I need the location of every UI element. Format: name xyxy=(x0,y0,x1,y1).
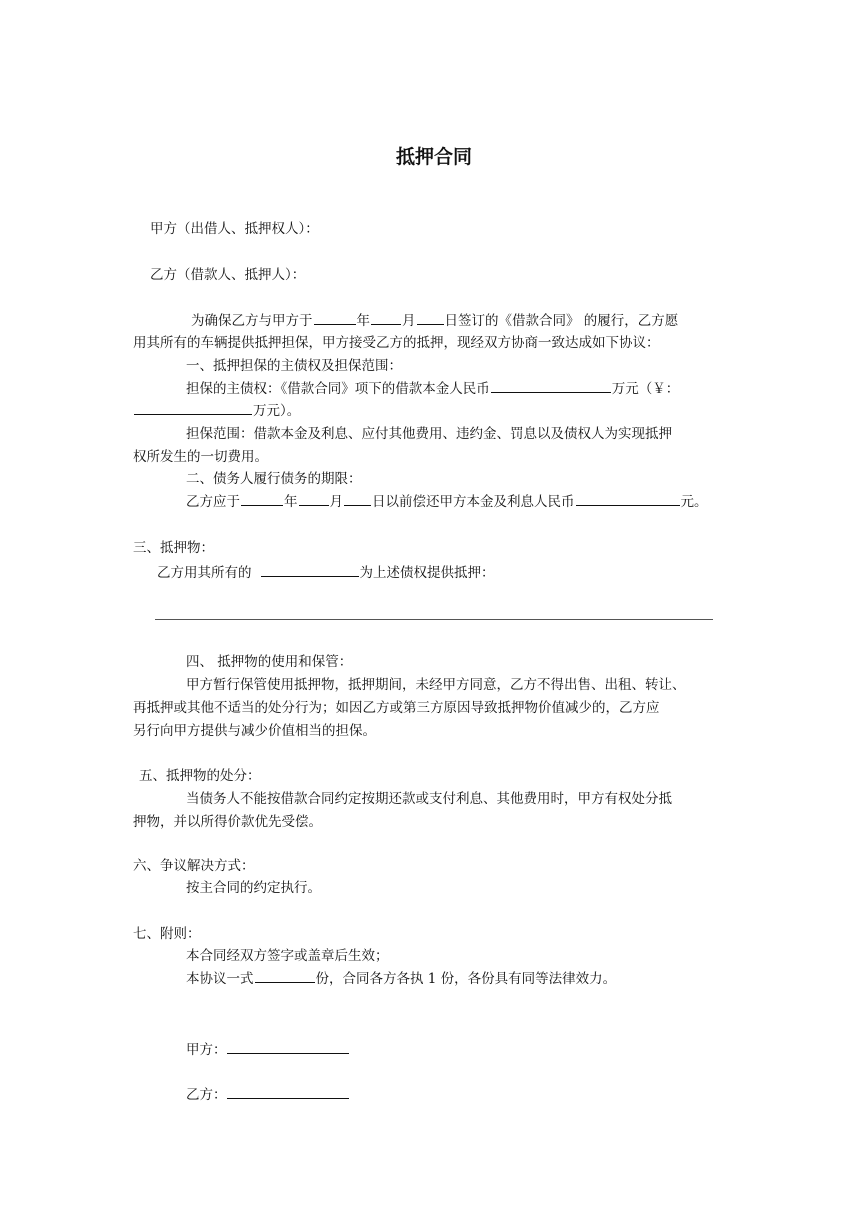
section-2-heading: 二、债务人履行债务的期限： xyxy=(186,471,362,487)
section-7-line-1: 本合同经双方签字或盖章后生效； xyxy=(186,948,389,964)
signature-party-b-label: 乙方： xyxy=(186,1087,227,1103)
property-description-rule xyxy=(155,619,713,620)
copies-blank xyxy=(255,968,315,983)
signature-party-a-line xyxy=(227,1039,349,1054)
intro-year: 年 xyxy=(356,313,370,329)
section-2-line xyxy=(186,491,708,512)
sec2-month-blank xyxy=(299,491,329,506)
section-1-heading: 一、抵押担保的主债权及担保范围： xyxy=(186,358,402,374)
sec7-text-1: 本协议一式 xyxy=(186,971,254,987)
sec2-day-blank xyxy=(344,491,371,506)
section-3-line xyxy=(157,562,495,583)
sec3-text-1: 乙方用其所有的 xyxy=(157,565,252,581)
section-5-line-2: 押物，并以所得价款优先受偿。 xyxy=(133,814,322,830)
intro-line-2: 用其所有的车辆提供抵押担保，甲方接受乙方的抵押，现经双方协商一致达成如下协议： xyxy=(133,335,660,351)
signature-party-a-label: 甲方： xyxy=(186,1042,227,1058)
claim-amount-blank xyxy=(491,378,611,393)
section-1-claim-line xyxy=(186,378,679,399)
sec2-text-1: 乙方应于 xyxy=(186,494,240,510)
sec2-year-blank xyxy=(241,491,283,506)
sec2-text-3: 元。 xyxy=(680,494,708,510)
intro-line-1 xyxy=(191,310,678,331)
section-6-heading: 六、争议解决方式： xyxy=(133,858,255,874)
claim-text-2: 万元（￥： xyxy=(611,381,680,397)
section-1-scope-line-2: 权所发生的一切费用。 xyxy=(133,449,268,465)
intro-month: 月 xyxy=(402,313,416,329)
section-1-scope-line-1: 担保范围：借款本金及利息、应付其他费用、违约金、罚息以及债权人为实现抵押 xyxy=(186,426,672,442)
claim-text-3: 万元）。 xyxy=(253,403,301,419)
section-6-line-1: 按主合同的约定执行。 xyxy=(186,880,321,896)
section-1-claim-line-2 xyxy=(133,400,300,421)
section-7-line-2 xyxy=(186,968,616,989)
signature-party-b-line xyxy=(227,1084,349,1099)
section-4-line-1: 甲方暂行保管使用抵押物，抵押期间，未经甲方同意，乙方不得出售、出租、转让、 xyxy=(186,677,686,693)
section-4-line-2: 再抵押或其他不适当的处分行为；如因乙方或第三方原因导致抵押物价值减少的，乙方应 xyxy=(133,700,660,716)
party-b-line: 乙方（借款人、抵押人）： xyxy=(150,267,306,283)
sec3-property-blank xyxy=(261,562,359,577)
section-4-line-3: 另行向甲方提供与减少价值相当的担保。 xyxy=(133,723,376,739)
sec2-month: 月 xyxy=(329,494,343,510)
section-5-line-1: 当债务人不能按借款合同约定按期还款或支付利息、其他费用时，甲方有权处分抵 xyxy=(186,791,672,807)
intro-year-blank xyxy=(314,310,356,325)
sec2-text-2: 日以前偿还甲方本金及利息人民币 xyxy=(372,494,575,510)
intro-day-blank xyxy=(417,310,444,325)
claim-text-1: 担保的主债权：《借款合同》项下的借款本金人民币 xyxy=(186,381,490,397)
section-3-heading: 三、抵押物： xyxy=(133,540,214,556)
sec2-amount-blank xyxy=(576,491,680,506)
section-4-heading: 四、 抵押物的使用和保管： xyxy=(186,654,353,670)
signature-party-b xyxy=(186,1084,349,1105)
section-5-heading: 五、抵押物的处分： xyxy=(139,768,261,784)
claim-yuan-blank xyxy=(134,400,252,415)
sec3-text-2: 为上述债权提供抵押： xyxy=(359,565,495,581)
intro-month-blank xyxy=(371,310,401,325)
sec7-text-2: 份，合同各方各执 1 份，各份具有同等法律效力。 xyxy=(315,971,617,987)
section-7-heading: 七、附则： xyxy=(133,926,201,942)
signature-party-a xyxy=(186,1039,349,1060)
document-title: 抵押合同 xyxy=(395,146,472,168)
intro-text-1: 为确保乙方与甲方于 xyxy=(191,313,313,329)
sec2-year: 年 xyxy=(284,494,298,510)
intro-text-2: 日签订的《借款合同》 的履行，乙方愿 xyxy=(444,313,679,329)
party-a-line: 甲方（出借人、抵押权人）： xyxy=(150,221,319,237)
